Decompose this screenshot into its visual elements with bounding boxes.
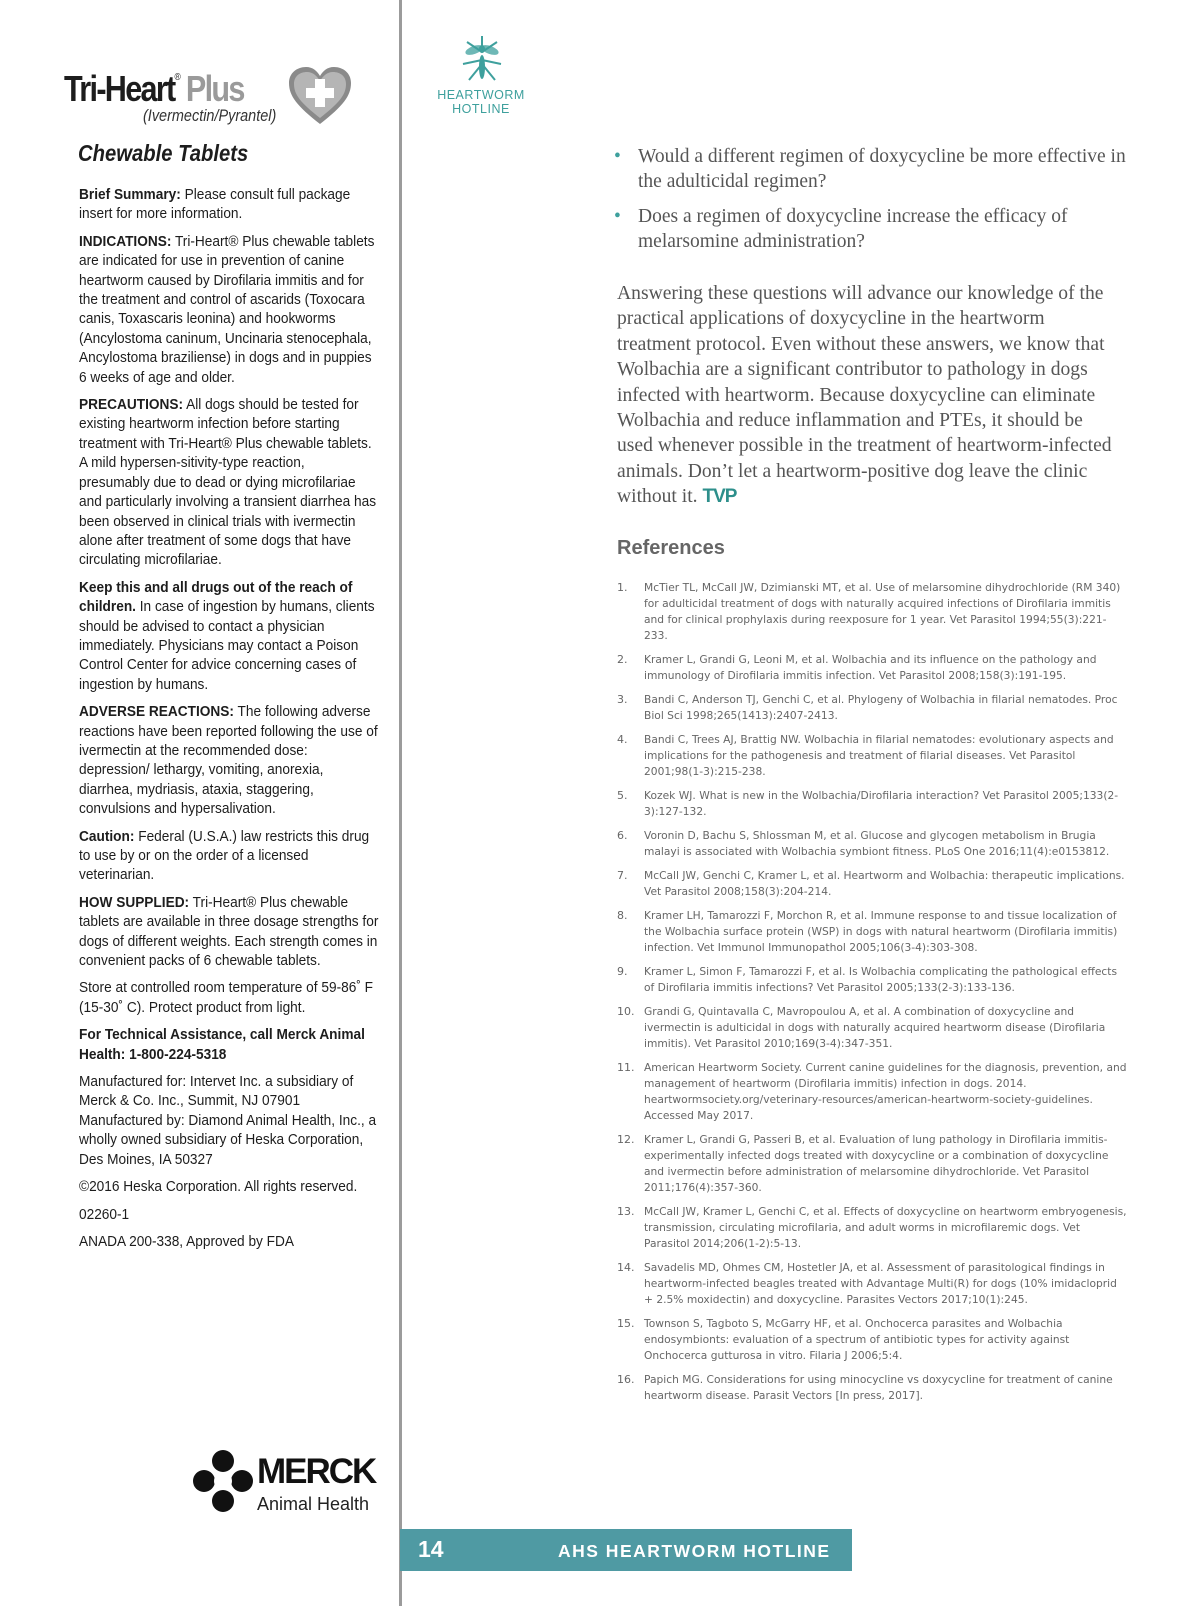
keep-label: Keep this and all drugs out of the reach of children. — [79, 578, 353, 616]
reference-number: 10. — [617, 1005, 635, 1018]
heart-cross-icon — [287, 66, 353, 126]
merck-subtitle: Animal Health — [257, 1494, 370, 1514]
reference-item — [617, 580, 1132, 644]
product-logo — [64, 66, 379, 140]
merck-emblem-icon — [193, 1450, 253, 1512]
technical-assistance — [79, 1025, 379, 1064]
precautions-label: PRECAUTIONS: — [79, 396, 184, 414]
merck-logo — [193, 1450, 383, 1520]
question-bullets — [614, 144, 1134, 264]
reference-number: 11. — [617, 1061, 635, 1074]
how-supplied — [79, 893, 379, 971]
supplied-text: Tri-Heart® Plus chewable tablets are available in three dosage strengths for dogs of different weights. Each strength comes in convenient packs of 6 chewable tablets. — [79, 893, 379, 970]
reference-text: Savadelis MD, Ohmes CM, Hostetler JA, et al. Assessment of parasitological findings in heartworm-infected beagles treated with Advantage Multi(R) for dogs (10% imidacloprid + 2.5% moxidectin) and doxycycline. Parasites Vectors 2017;10(1):245. — [644, 1261, 1117, 1306]
reference-item — [617, 732, 1132, 780]
brief-summary — [79, 185, 379, 224]
supplied-label: HOW SUPPLIED: — [79, 893, 190, 911]
references-list — [617, 580, 1132, 1412]
merck-name: MERCK — [257, 1452, 376, 1491]
reference-number: 8. — [617, 909, 628, 922]
manufacturer-info: Manufactured for: Intervet Inc. a subsidiary of Merck & Co. Inc., Summit, NJ 07901 Manufactured by: Diamond Animal Health, Inc., a wholly owned subsidiary of Heska Corporation, Des Moines, IA 50327 — [79, 1073, 377, 1168]
tvp-end-mark: TVP — [702, 486, 737, 508]
references-heading: References — [617, 537, 725, 559]
reference-item — [617, 1316, 1132, 1364]
indications-label: INDICATIONS: — [79, 232, 172, 250]
reference-item — [617, 1372, 1132, 1404]
reference-text: Grandi G, Quintavalla C, Mavropoulou A, et al. A combination of doxycycline and ivermectin is adulticidal in dogs with naturally acquired heartworm disease (Dirofilaria immitis). Vet Parasitol 2010;169(3-4):347-351. — [644, 1005, 1106, 1050]
reference-number: 5. — [617, 789, 628, 802]
brand-plus: Plus — [185, 68, 244, 109]
adverse-label: ADVERSE REACTIONS: — [79, 703, 234, 721]
bullet-dot-icon: • — [614, 206, 621, 227]
column-divider — [399, 0, 402, 1606]
keep-away-notice — [79, 578, 379, 694]
reference-item — [617, 788, 1132, 820]
bullet-text: Does a regimen of doxycycline increase the efficacy of melarsomine administration? — [638, 206, 1068, 252]
reference-number: 14. — [617, 1261, 635, 1274]
reference-number: 12. — [617, 1133, 635, 1146]
brand-registered-mark: ® — [174, 72, 180, 83]
footer-title: AHS HEARTWORM HOTLINE — [558, 1541, 831, 1561]
brand-main: Tri-Heart — [64, 68, 175, 109]
storage-text: Store at controlled room temperature of 59-86˚ F (15-30˚ C). Protect product from light. — [79, 979, 374, 1016]
product-ad — [64, 66, 379, 1259]
brief-text: Please consult full package insert for more information. — [79, 186, 351, 223]
reference-number: 13. — [617, 1205, 635, 1218]
reference-item — [617, 652, 1132, 684]
reference-item — [617, 692, 1132, 724]
reference-item — [617, 908, 1132, 956]
bullet-item — [614, 204, 1134, 254]
reference-text: American Heartworm Society. Current canine guidelines for the diagnosis, prevention, and management of heartworm (Dirofilaria immitis) infection in dogs. 2014. heartwormsociety.org/veterinary-resources/american-heartworm-society-guidelines. Accessed May 2017. — [644, 1061, 1127, 1122]
adverse-reactions — [79, 702, 379, 818]
product-type: Chewable Tablets — [78, 140, 249, 166]
caution-label: Caution: — [79, 827, 135, 845]
reference-item — [617, 1204, 1132, 1252]
reference-item — [617, 1004, 1132, 1052]
reference-text: Kramer LH, Tamarozzi F, Morchon R, et al. Immune response to and tissue localization of the Wolbachia surface protein (WSP) in dogs with natural heartworm (Dirofilaria immitis) infection. Vet Immunol Immunopathol 2005;106(3-4):303-308. — [644, 909, 1118, 954]
body-text: Answering these questions will advance our knowledge of the practical applications of doxycycline in the heartworm treatment protocol. Even without these answers, we know that Wolbachia are a significant contributor to pathology in dogs infected with heartworm. Because doxycycline can eliminate Wolbachia and reduce inflammation and PTEs, it should be used whenever possible in the treatment of heartworm-infected animals. Don’t let a heartworm-positive dog leave the clinic without it. — [617, 283, 1112, 508]
copyright: ©2016 Heska Corporation. All rights reserved. — [79, 1178, 358, 1196]
reference-text: Kramer L, Grandi G, Leoni M, et al. Wolbachia and its influence on the pathology and immunology of Dirofilaria immitis infection. Vet Parasitol 2008;158(3):191-195. — [644, 653, 1097, 682]
reference-item — [617, 828, 1132, 860]
bullet-text: Would a different regimen of doxycycline be more effective in the adulticidal regimen? — [638, 146, 1126, 192]
reference-text: Voronin D, Bachu S, Shlossman M, et al. Glucose and glycogen metabolism in Brugia malayi is associated with Wolbachia symbiont fitness. PLoS One 2016;11(4):e0153812. — [644, 829, 1110, 858]
reference-number: 6. — [617, 829, 628, 842]
brand-name — [64, 68, 244, 110]
reference-number: 2. — [617, 653, 628, 666]
reference-text: McTier TL, McCall JW, Dzimianski MT, et al. Use of melarsomine dihydrochloride (RM 340) for adulticidal treatment of dogs with naturally acquired infections of Dirofilaria immitis and for clinical prophylaxis during reexposure for 1 year. Vet Parasitol 1994;55(3):221-233. — [644, 581, 1121, 642]
reference-text: Kramer L, Grandi G, Passeri B, et al. Evaluation of lung pathology in Dirofilaria immitis-experimentally infected dogs treated with doxycycline or a combination of doxycycline and ivermectin before administration of melarsomine dihydrochloride. Vet Parasitol 2011;176(4):357-360. — [644, 1133, 1109, 1194]
caution — [79, 827, 379, 885]
bullet-dot-icon: • — [614, 146, 621, 167]
reference-number: 7. — [617, 869, 628, 882]
reference-number: 15. — [617, 1317, 635, 1330]
reference-text: Bandi C, Trees AJ, Brattig NW. Wolbachia in filarial nematodes: evolutionary aspects and implications for the pathogenesis and treatment of filarial diseases. Vet Parasitol 2001;98(1-3):215-238. — [644, 733, 1114, 778]
hotline-logo-line2: HOTLINE — [452, 102, 510, 116]
reference-item — [617, 964, 1132, 996]
reference-number: 4. — [617, 733, 628, 746]
reference-item — [617, 868, 1132, 900]
reference-text: Bandi C, Anderson TJ, Genchi C, et al. Phylogeny of Wolbachia in filarial nematodes. Proc Biol Sci 1998;265(1413):2407-2413. — [644, 693, 1118, 722]
reference-text: Kozek WJ. What is new in the Wolbachia/Dirofilaria interaction? Vet Parasitol 2005;133(2-3):127-132. — [644, 789, 1119, 818]
caution-text: Federal (U.S.A.) law restricts this drug to use by or on the order of a licensed veterinarian. — [79, 827, 370, 884]
brief-label: Brief Summary: — [79, 186, 181, 203]
reference-number: 3. — [617, 693, 628, 706]
reference-text: Townson S, Tagboto S, McGarry HF, et al. Onchocerca parasites and Wolbachia endosymbionts: evaluation of a spectrum of antibiotic types for activity against Onchocerca gutturosa in vitro. Filaria J 2006;5:4. — [644, 1317, 1070, 1362]
reference-number: 16. — [617, 1373, 635, 1386]
indications-text: Tri-Heart® Plus chewable tablets are indicated for use in prevention of canine heartworm caused by Dirofilaria immitis and for the treatment and control of ascarids (Toxocara canis, Toxascaris leonina) and hookworms (Ancylostoma caninum, Uncinaria stenocephala, Ancylostoma braziliense) in dogs and in puppies 6 weeks of age and older. — [79, 232, 375, 386]
reference-item — [617, 1060, 1132, 1124]
indications — [79, 232, 379, 387]
hotline-logo-line1: HEARTWORM — [437, 88, 525, 102]
reference-text: Kramer L, Simon F, Tamarozzi F, et al. Is Wolbachia complicating the pathological effects of Dirofilaria immitis infections? Vet Parasitol 2005;133(2-3):133-136. — [644, 965, 1118, 994]
product-code: 02260-1 — [79, 1205, 130, 1223]
generic-name: (Ivermectin/Pyrantel) — [143, 106, 277, 125]
tech-label: For Technical Assistance, call Merck Animal Health: 1-800-224-5318 — [79, 1026, 365, 1063]
bullet-item — [614, 144, 1134, 194]
page-number: 14 — [418, 1536, 444, 1562]
body-paragraph — [617, 281, 1117, 510]
reference-number: 9. — [617, 965, 628, 978]
reference-number: 1. — [617, 581, 628, 594]
reference-text: McCall JW, Genchi C, Kramer L, et al. Heartworm and Wolbachia: therapeutic implications. Vet Parasitol 2008;158(3):204-214. — [644, 869, 1125, 898]
heartworm-hotline-logo — [425, 34, 537, 120]
reference-item — [617, 1260, 1132, 1308]
reference-item — [617, 1132, 1132, 1196]
precautions-text: All dogs should be tested for existing heartworm infection before starting treatment with Tri-Heart® Plus chewable tablets. A mild hypersen-sitivity-type reaction, presumably due to dead or dying microfilariae and particularly involving a transient diarrhea has been observed in clinical trials with ivermectin alone after treatment of some dogs that have circulating microfilariae. — [79, 396, 377, 569]
keep-text: In case of ingestion by humans, clients should be advised to contact a physician immediately. Physicians may contact a Poison Control Center for advice concerning cases of ingestion by humans. — [79, 598, 375, 693]
anada-approval: ANADA 200-338, Approved by FDA — [79, 1232, 295, 1250]
reference-text: Papich MG. Considerations for using minocycline vs doxycycline for treatment of canine heartworm disease. Parasit Vectors [In press, 2017]. — [644, 1373, 1113, 1402]
precautions — [79, 395, 379, 570]
adverse-text: The following adverse reactions have been reported following the use of ivermectin at the recommended dose: depression/ lethargy, vomiting, anorexia, diarrhea, mydriasis, ataxia, staggering, convulsions and hypersalivation. — [79, 703, 378, 818]
reference-text: McCall JW, Kramer L, Genchi C, et al. Effects of doxycycline on heartworm embryogenesis, transmission, circulating microfilaria, and adult worms in microfilaremic dogs. Vet Parasitol 2014;206(1-2):5-13. — [644, 1205, 1127, 1250]
page-footer — [400, 1529, 852, 1571]
mosquito-icon — [457, 34, 507, 86]
